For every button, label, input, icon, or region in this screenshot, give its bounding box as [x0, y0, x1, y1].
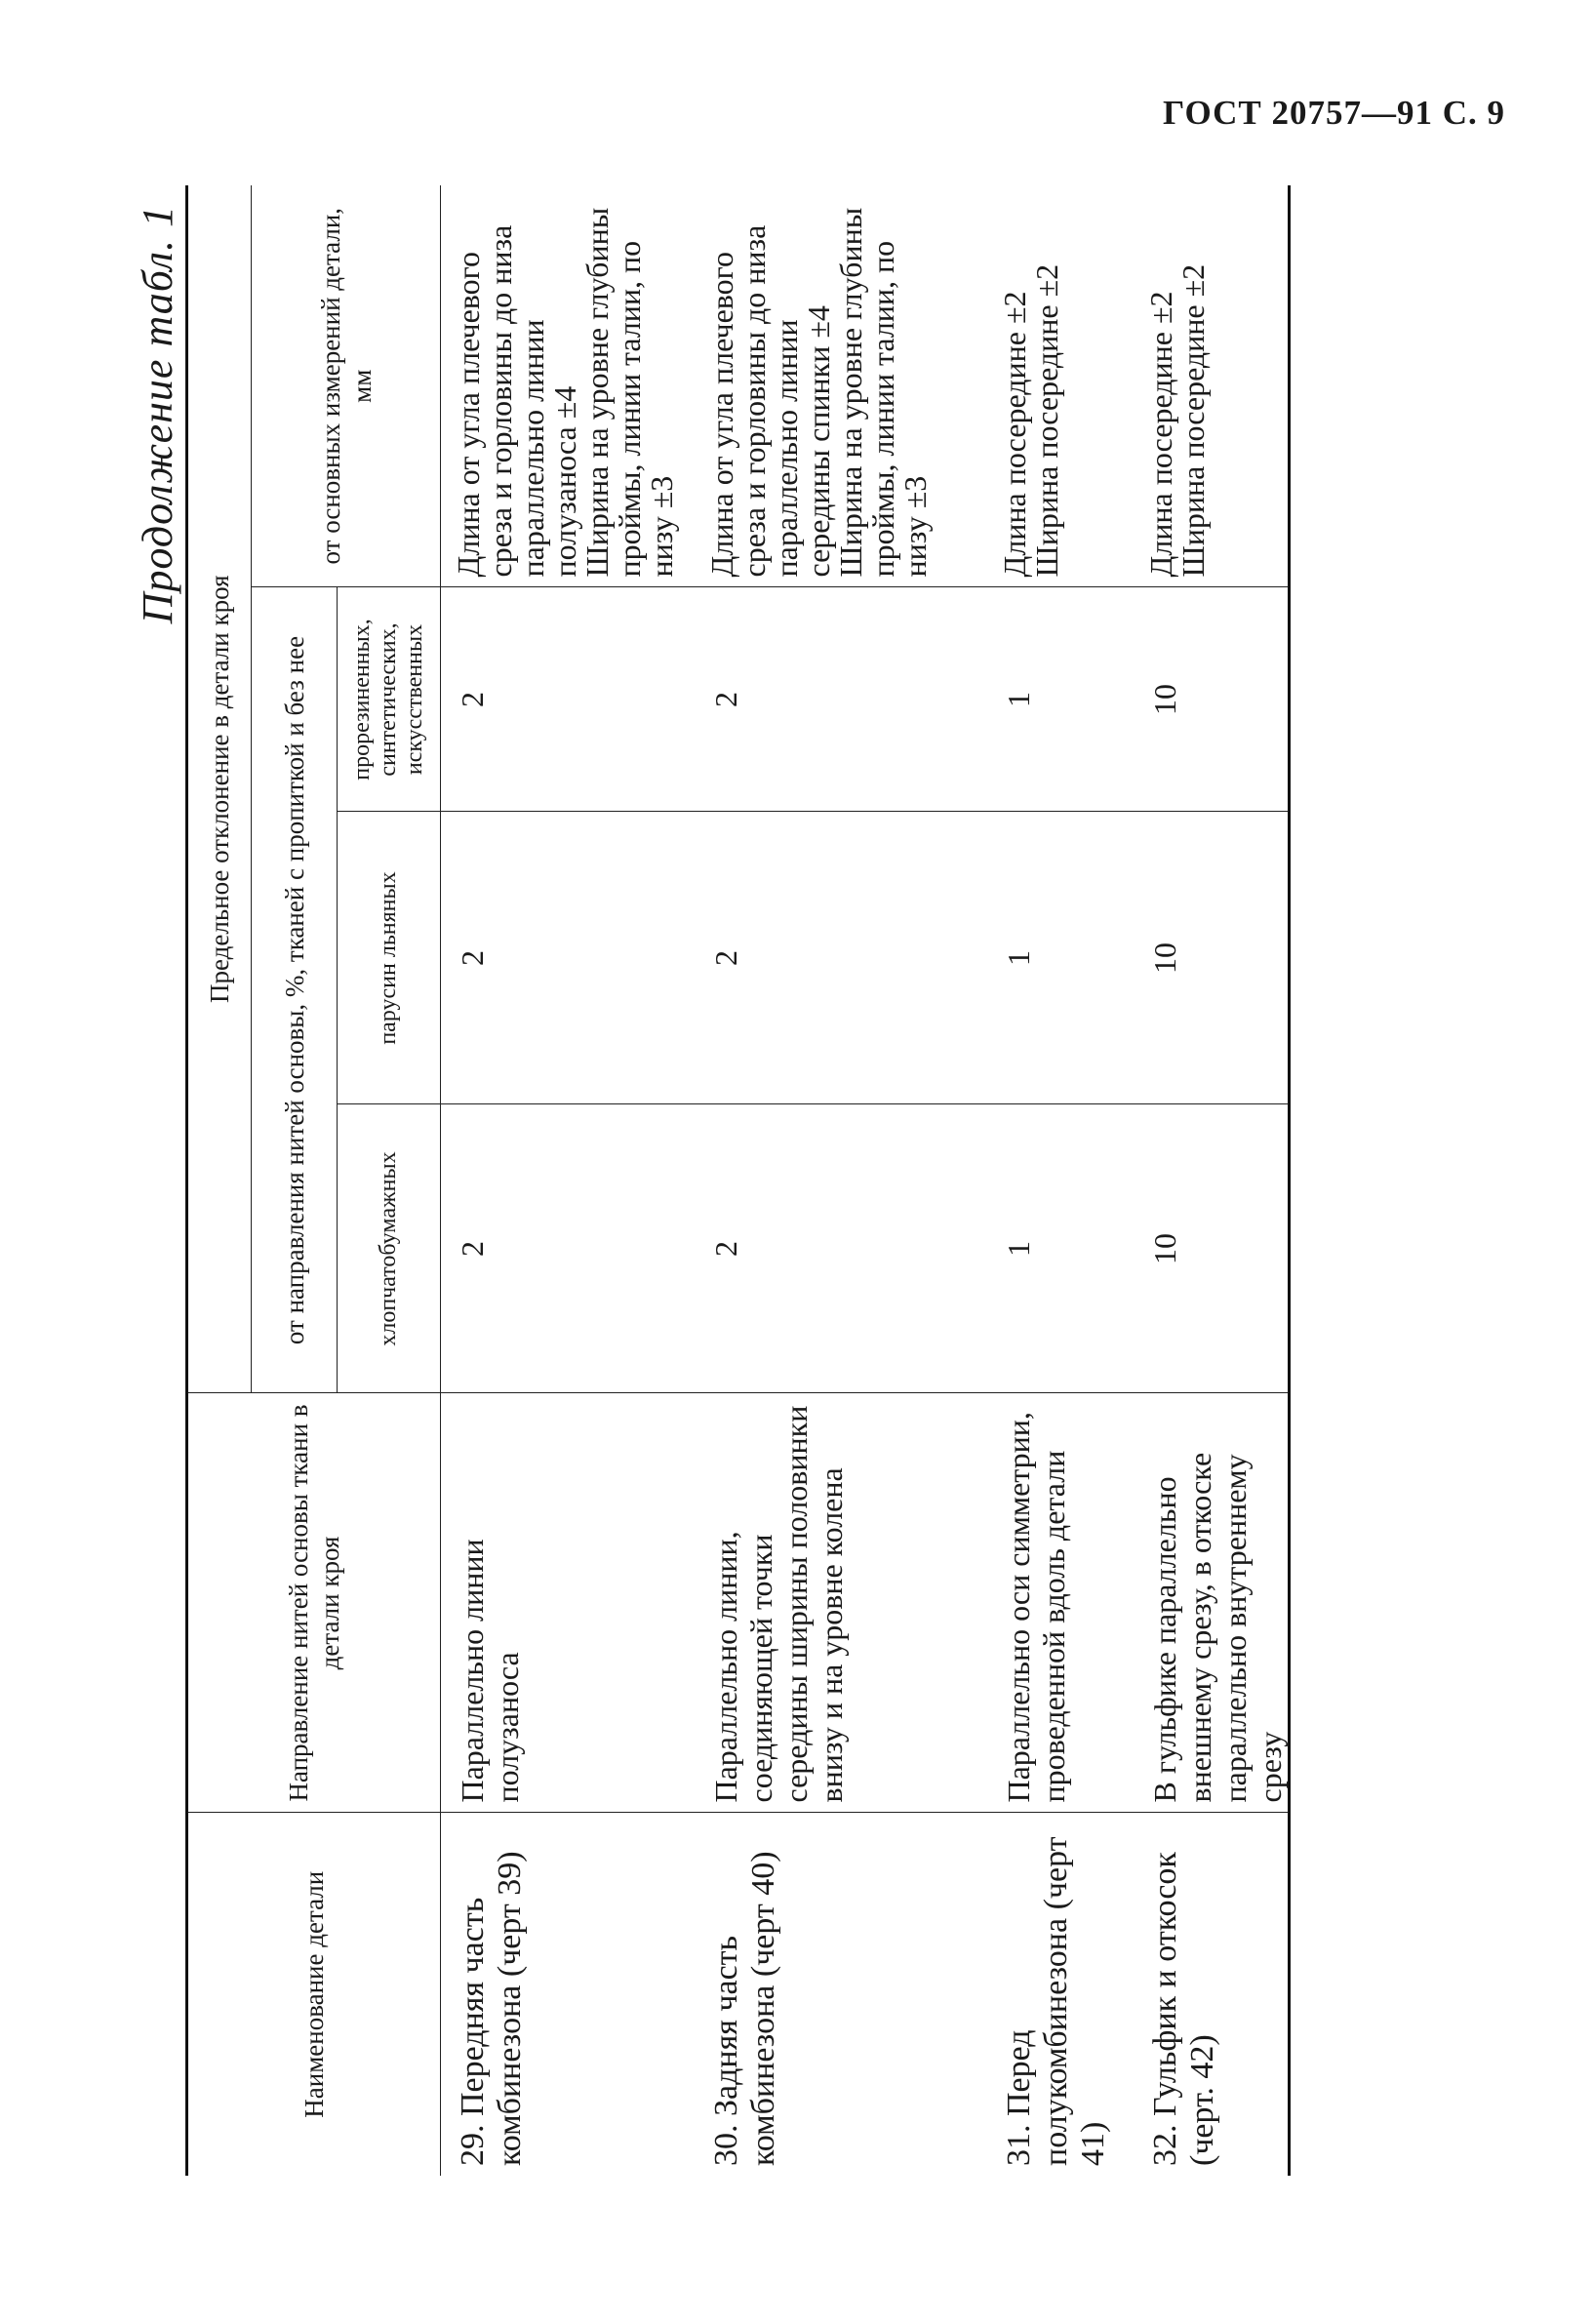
row-32-measurement-width: Ширина посередине ±2: [1175, 263, 1211, 578]
row-29-rubberized: 2: [441, 587, 695, 812]
row-31-measurement-length: Длина посередине ±2: [996, 291, 1032, 578]
page-header: ГОСТ 20757—91 С. 9: [1163, 94, 1505, 132]
header-rubberized: прорезиненных, синтетических, искусственных: [338, 587, 441, 812]
row-31-rubberized: 1: [987, 587, 1134, 812]
row-31-direction: Параллельно оси симметрии, проведенной вдоль детали: [987, 1393, 1134, 1813]
row-29-measurement-length: Длина от угла плечевого среза и горловины до низа параллельно линии полузаноса ±4: [451, 224, 582, 578]
row-30-direction: Параллельно линии, соединяющей точки середины ширины половинки внизу и на уровне колена: [695, 1393, 987, 1813]
table-row: [695, 185, 987, 2176]
row-32-rubberized: 10: [1134, 587, 1290, 812]
header-from-warp-direction: от направления нитей основы, %, тканей с пропиткой и без нее: [252, 587, 338, 1393]
header-cotton: хлопчатобумажных: [338, 1104, 441, 1393]
row-32-canvas-linen: 10: [1134, 812, 1290, 1104]
header-from-measurements: от основных измерений детали, мм: [252, 185, 441, 587]
header-warp-direction: Направление нитей основы ткани в детали кроя: [187, 1393, 441, 1813]
header-canvas-linen: парусин льняных: [338, 812, 441, 1104]
row-29-name: 29. Передняя часть комбинезона (черт 39): [441, 1813, 695, 2176]
deviation-table: [185, 185, 1291, 2176]
row-29-canvas-linen: 2: [441, 812, 695, 1104]
header-limit-deviation: Предельное отклонение в детали кроя: [187, 185, 252, 1393]
table-caption: Продолжение табл. 1: [134, 205, 181, 624]
row-32-measurements: [1134, 185, 1290, 587]
row-29-measurements: [441, 185, 695, 587]
rotated-table-area: [127, 185, 1493, 2176]
row-29-measurement-width: Ширина на уровне глубины проймы, линии талии, по низу ±3: [579, 207, 679, 578]
row-31-canvas-linen: 1: [987, 812, 1134, 1104]
row-30-measurements: [695, 185, 987, 587]
row-30-measurement-width: Ширина на уровне глубины проймы, линии талии, по низу ±3: [832, 207, 933, 578]
row-31-measurement-width: Ширина посередине ±2: [1028, 263, 1064, 578]
row-30-measurement-length: Длина от угла плечевого среза и горловины до низа параллельно линии середины спинки ±4: [703, 224, 836, 578]
row-31-measurements: [987, 185, 1134, 587]
row-30-canvas-linen: 2: [695, 812, 987, 1104]
row-32-cotton: 10: [1134, 1104, 1290, 1393]
table-row: [441, 185, 695, 2176]
row-29-cotton: 2: [441, 1104, 695, 1393]
header-part-name: Наименование детали: [187, 1813, 441, 2176]
row-30-cotton: 2: [695, 1104, 987, 1393]
row-32-direction: В гульфике параллельно внешнему срезу, в откоске параллельно внутреннему срезу: [1134, 1393, 1290, 1813]
table-row: [1134, 185, 1290, 2176]
row-31-name: 31. Перед полукомбинезона (черт 41): [987, 1813, 1134, 2176]
row-30-name: 30. Задняя часть комбинезона (черт 40): [695, 1813, 987, 2176]
row-29-direction: Параллельно линии полузаноса: [441, 1393, 695, 1813]
row-31-cotton: 1: [987, 1104, 1134, 1393]
table-row: [987, 185, 1134, 2176]
row-32-name: 32. Гульфик и откосок (черт. 42): [1134, 1813, 1290, 2176]
row-30-rubberized: 2: [695, 587, 987, 812]
row-32-measurement-length: Длина посередине ±2: [1142, 291, 1178, 578]
